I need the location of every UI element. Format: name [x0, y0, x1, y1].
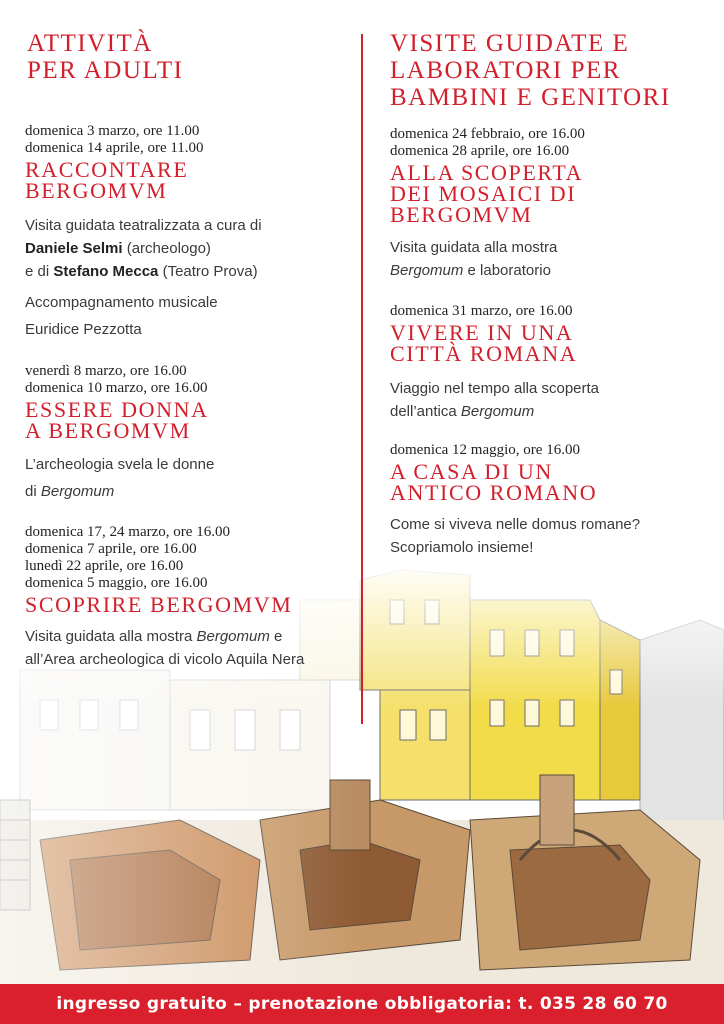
event-title: VIVERE IN UNA CITTÀ ROMANA [390, 320, 578, 366]
adult-activities-column [25, 30, 345, 671]
event-dates: domenica 24 febbraio, ore 16.00 domenica 28 aprile, ore 16.00 [390, 126, 585, 159]
column-divider [361, 34, 363, 724]
event-essere-donna [25, 363, 345, 505]
section-heading-adults: ATTIVITÀ PER ADULTI [27, 30, 184, 84]
event-description: Viaggio nel tempo alla scoperta dell’antica Bergomum [390, 380, 600, 420]
event-description: Visita guidata teatralizzata a cura di Daniele Selmi (archeologo) e di Stefano Mecca (Teatro Prova) [25, 217, 262, 280]
section-heading-children: VISITE GUIDATE E LABORATORI PER BAMBINI E GENITORI [390, 30, 671, 111]
event-music-credit: Accompagnamento musicale Euridice Pezzotta [25, 294, 218, 338]
event-scoprire-bergomvm [25, 524, 345, 671]
event-description: L’archeologia svela le donne di Bergomum [25, 456, 215, 500]
event-title: ALLA SCOPERTA DEI MOSAICI DI BERGOMVM [390, 160, 584, 227]
children-activities-column [390, 30, 710, 559]
event-title: RACCONTARE BERGOMVM [25, 157, 189, 203]
event-dates: domenica 17, 24 marzo, ore 16.00 domenica 7 aprile, ore 16.00 lunedì 22 aprile, ore 16.00 domenica 5 maggio, ore 16.00 [25, 524, 230, 591]
event-scoperta-mosaici [390, 126, 710, 282]
event-dates: venerdì 8 marzo, ore 16.00 domenica 10 marzo, ore 16.00 [25, 363, 208, 396]
event-description: Come si viveva nelle domus romane? Scopriamolo insieme! [390, 516, 641, 556]
event-title: A CASA DI UN ANTICO ROMANO [390, 459, 598, 505]
booking-footer-bar [0, 984, 724, 1024]
event-dates: domenica 31 marzo, ore 16.00 [390, 303, 573, 319]
event-title: ESSERE DONNA A BERGOMVM [25, 397, 209, 443]
event-dates: domenica 3 marzo, ore 11.00 domenica 14 aprile, ore 11.00 [25, 123, 204, 156]
event-raccontare-bergomvm [25, 123, 345, 343]
event-vivere-citta-romana [390, 303, 710, 423]
event-casa-antico-romano [390, 442, 710, 559]
booking-info-text: ingresso gratuito – prenotazione obbligatoria: t. 035 28 60 70 [56, 994, 668, 1014]
event-description: Visita guidata alla mostra Bergomum e laboratorio [390, 239, 558, 279]
event-description: Visita guidata alla mostra Bergomum e all’Area archeologica di vicolo Aquila Nera [25, 628, 305, 668]
event-title: SCOPRIRE BERGOMVM [25, 592, 293, 617]
event-dates: domenica 12 maggio, ore 16.00 [390, 442, 580, 458]
